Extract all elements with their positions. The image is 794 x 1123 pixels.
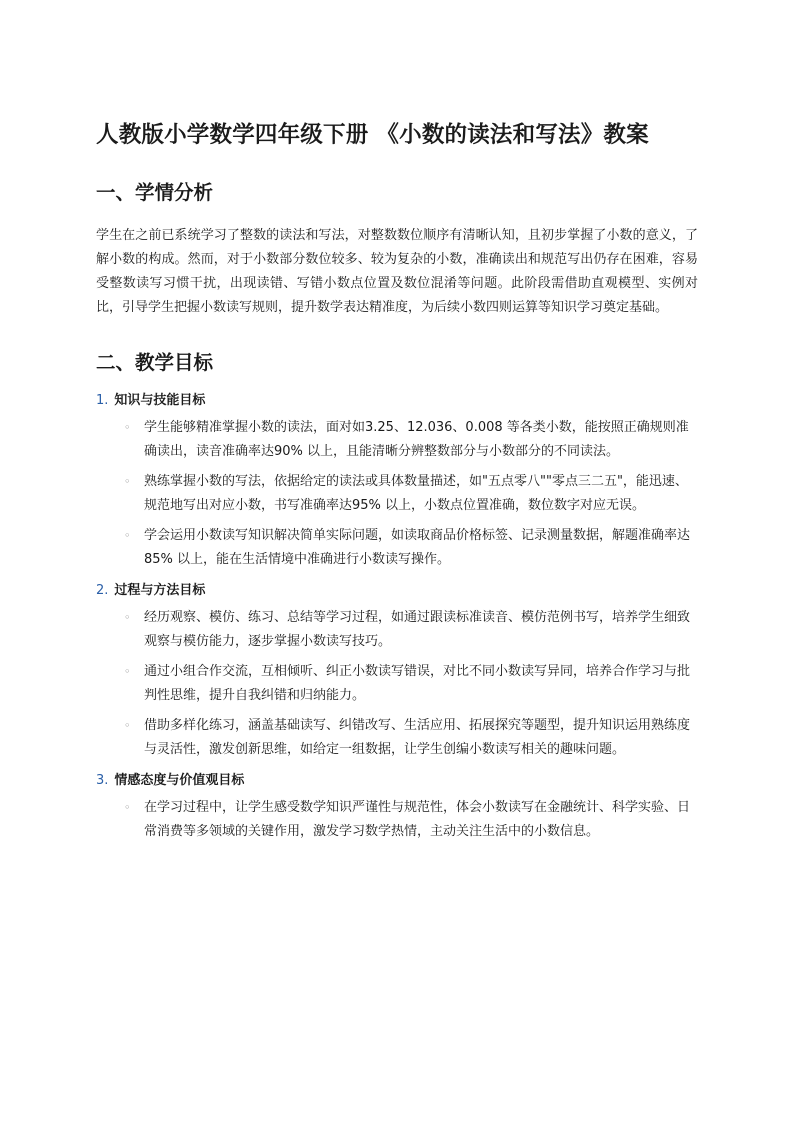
list-item-text: 借助多样化练习，涵盖基础读写、纠错改写、生活应用、拓展探究等题型，提升知识运用熟练度与灵活性，激发创新思维，如给定一组数据，让学生创编小数读写相关的趣味问题。 (144, 718, 691, 757)
goal-title: 过程与方法目标 (114, 583, 206, 598)
list-item (96, 416, 698, 464)
bullet-circle-icon: ◦ (124, 611, 131, 624)
bullet-circle-icon: ◦ (124, 801, 131, 814)
list-item-text: 在学习过程中，让学生感受数学知识严谨性与规范性，体会小数读写在金融统计、科学实验、日常消费等多领域的关键作用，激发学习数学热情，主动关注生活中的小数信息。 (144, 800, 691, 839)
list-item-text: 通过小组合作交流，互相倾听、纠正小数读写错误，对比不同小数读写异同，培养合作学习与批判性思维，提升自我纠错和归纳能力。 (144, 664, 691, 703)
bullet-circle-icon: ◦ (124, 719, 131, 732)
goal-heading (96, 390, 698, 412)
bullet-circle-icon: ◦ (124, 529, 131, 542)
goal-title: 情感态度与价值观目标 (114, 773, 245, 788)
bullet-circle-icon: ◦ (124, 421, 131, 434)
list-item (96, 606, 698, 654)
list-item (96, 524, 698, 572)
bullet-circle-icon: ◦ (124, 475, 131, 488)
goal-knowledge-skills (96, 390, 698, 572)
list-item (96, 470, 698, 518)
goal-emotion-values (96, 770, 698, 844)
goal-heading (96, 580, 698, 602)
goal-number: 1. (96, 393, 109, 408)
list-item-text: 熟练掌握小数的写法，依据给定的读法或具体数量描述，如"五点零八""零点三二五"，能迅速、规范地写出对应小数，书写准确率达95% 以上，小数点位置准确，数位数字对应无误。 (144, 474, 688, 513)
list-item (96, 660, 698, 708)
list-item (96, 796, 698, 844)
goal-items (96, 606, 698, 762)
goal-number: 3. (96, 773, 109, 788)
list-item-text: 学会运用小数读写知识解决简单实际问题，如读取商品价格标签、记录测量数据，解题准确率达85% 以上，能在生活情境中准确进行小数读写操作。 (144, 528, 691, 567)
document-title: 人教版小学数学四年级下册 《小数的读法和写法》教案 (96, 122, 649, 148)
learning-analysis-paragraph: 学生在之前已系统学习了整数的读法和写法，对整数数位顺序有清晰认知，且初步掌握了小数的意义，了解小数的构成。然而，对于小数部分数位较多、较为复杂的小数，准确读出和规范写出仍存在困难，容易受整数读写习惯干扰，出现读错、写错小数点位置及数位混淆等问题。此阶段需借助直观模型、实例对比，引导学生把握小数读写规则，提升数学表达精准度，为后续小数四则运算等知识学习奠定基础。 (96, 228, 698, 315)
list-item-text: 经历观察、模仿、练习、总结等学习过程，如通过跟读标准读音、模仿范例书写，培养学生细致观察与模仿能力，逐步掌握小数读写技巧。 (144, 610, 691, 649)
goals-list (96, 390, 698, 844)
goal-process-methods (96, 580, 698, 762)
list-item-text: 学生能够精准掌握小数的读法，面对如3.25、12.036、0.008 等各类小数，能按照正确规则准确读出，读音准确率达90% 以上，且能清晰分辨整数部分与小数部分的不同读法。 (144, 420, 689, 459)
section-heading-teaching-goals: 二、教学目标 (96, 351, 214, 374)
goal-items (96, 416, 698, 572)
bullet-circle-icon: ◦ (124, 665, 131, 678)
goal-title: 知识与技能目标 (114, 393, 206, 408)
goal-number: 2. (96, 583, 109, 598)
goal-heading (96, 770, 698, 792)
document-page (96, 116, 698, 852)
section-heading-learning-analysis: 一、学情分析 (96, 181, 214, 204)
goal-items (96, 796, 698, 844)
list-item (96, 714, 698, 762)
